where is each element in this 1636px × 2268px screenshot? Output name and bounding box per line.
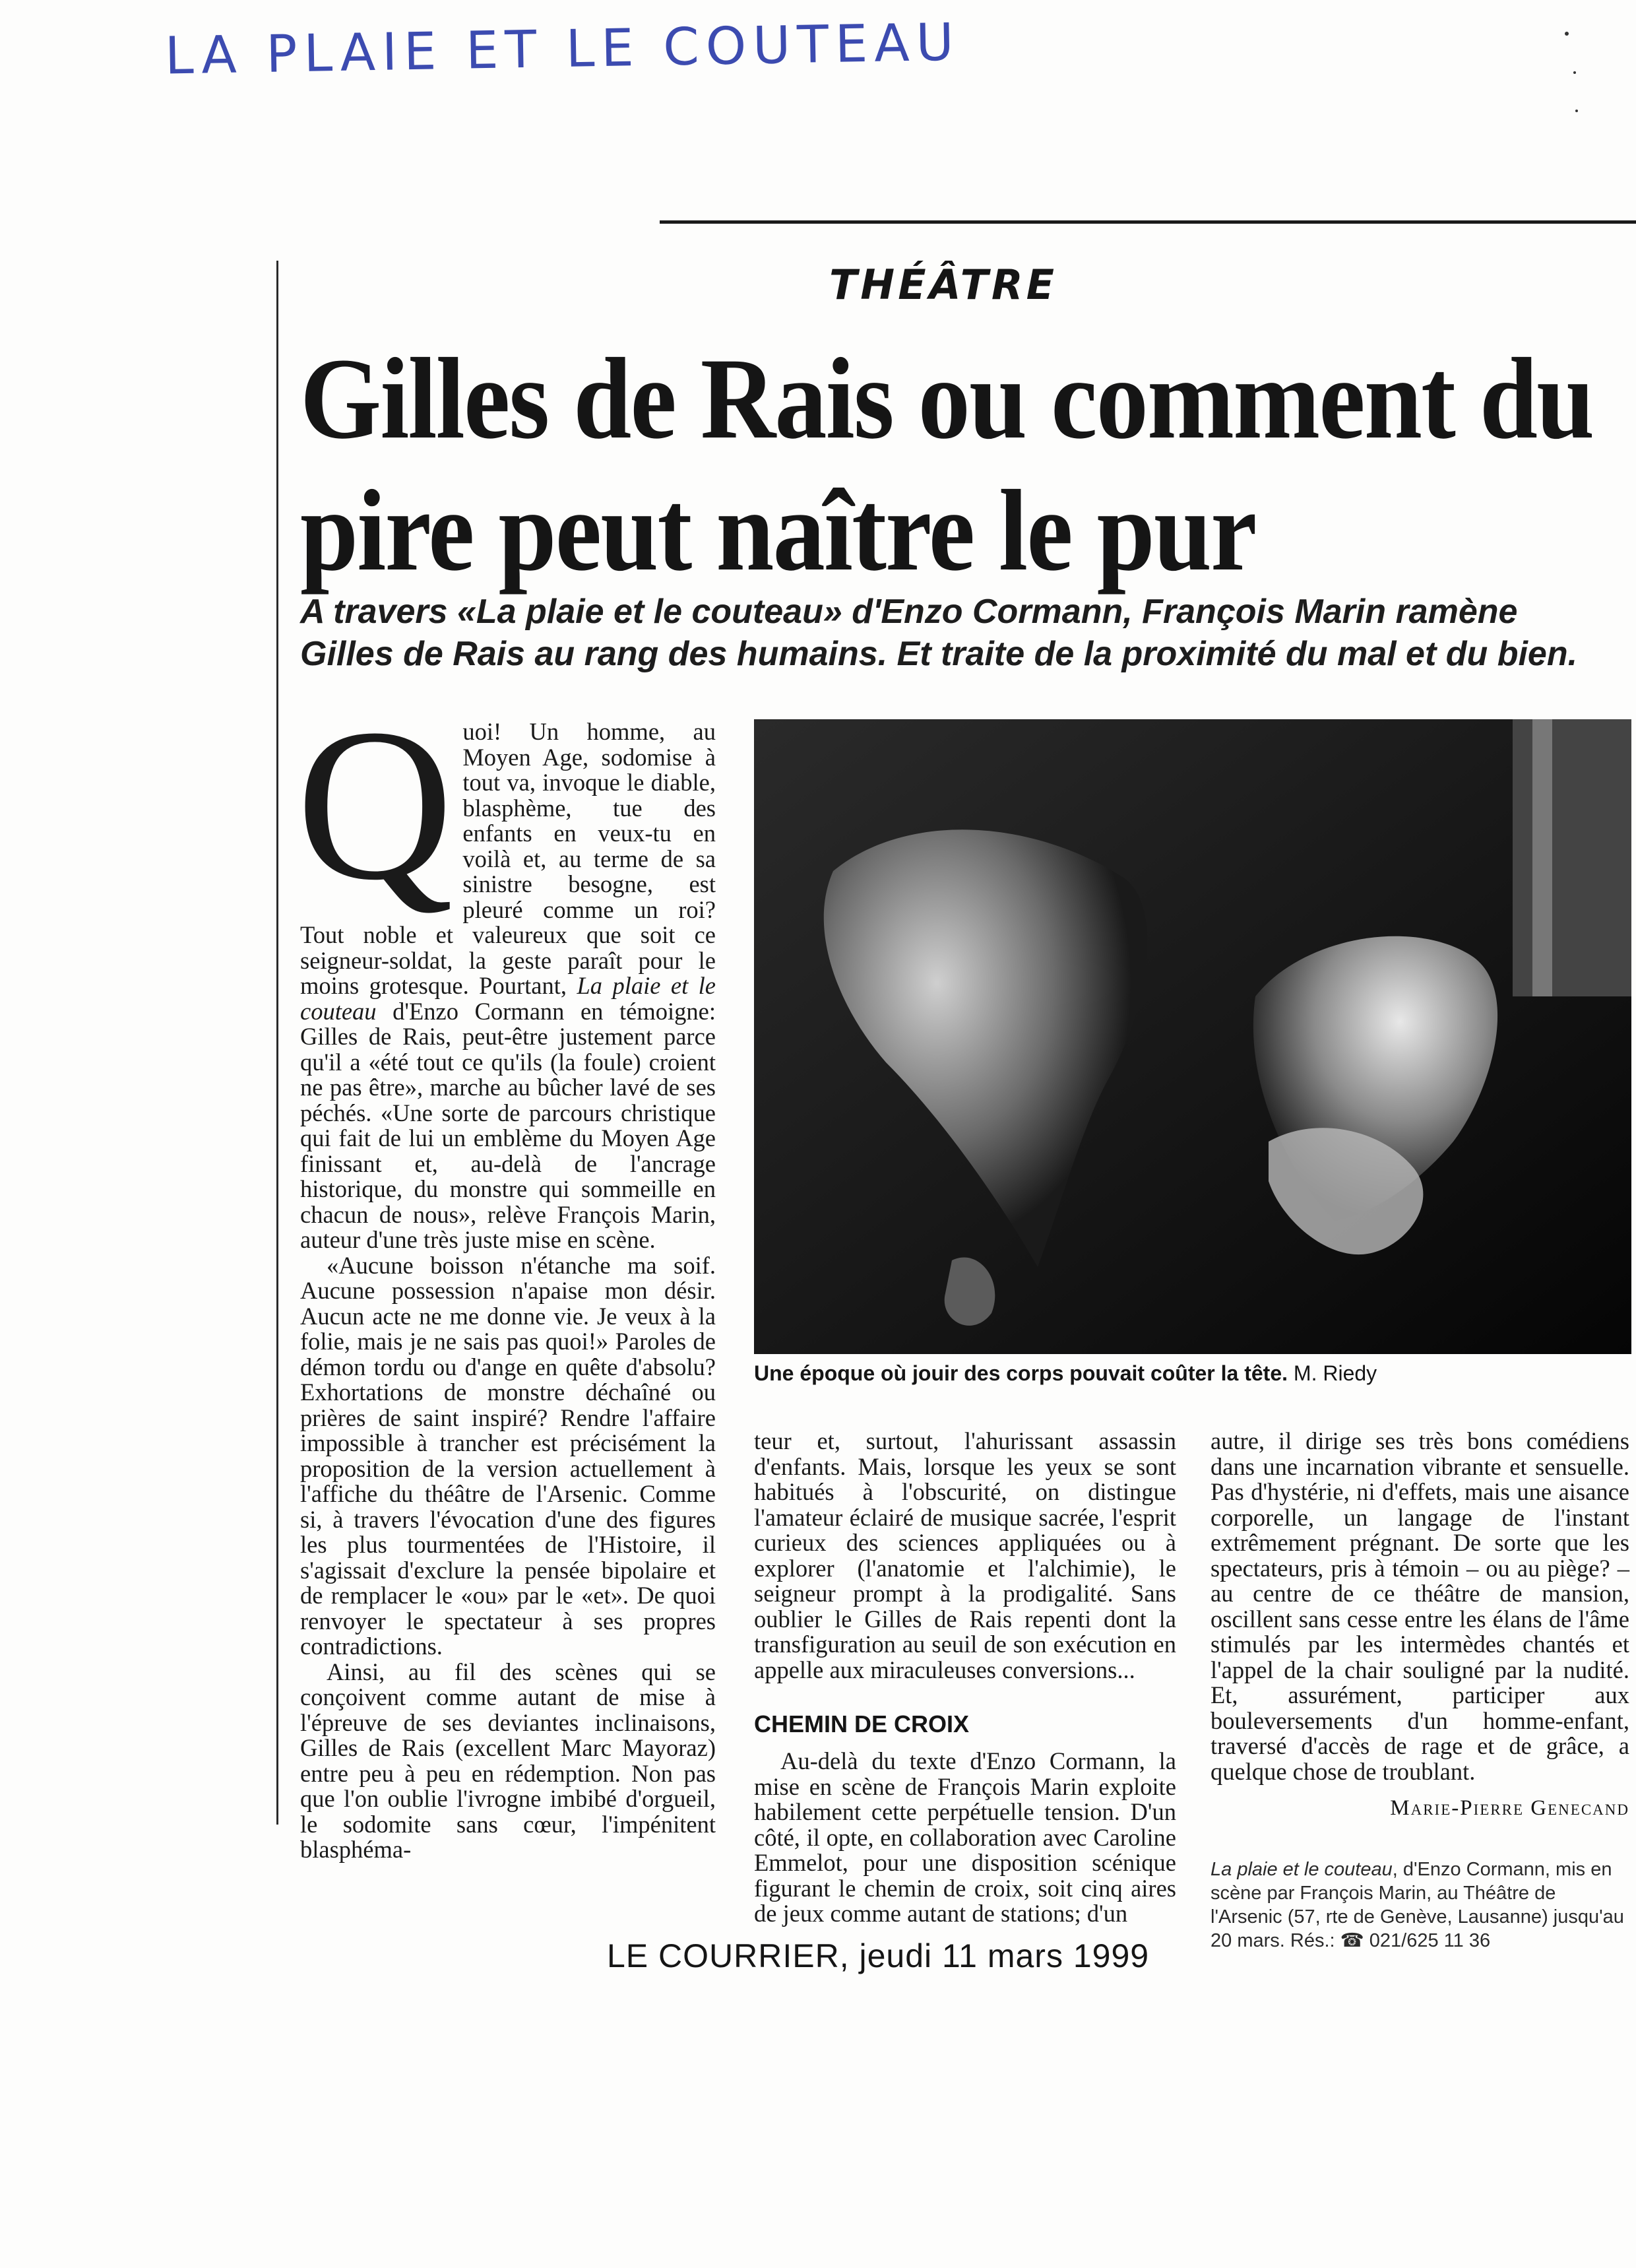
paragraph bbox=[296, 684, 716, 1253]
section-rubric: THÉÂTRE bbox=[829, 261, 1057, 309]
headline-line-2: pire peut naître le pur bbox=[300, 467, 1256, 595]
article-column-3 bbox=[1211, 1429, 1629, 1784]
section-subhead: CHEMIN DE CROIX bbox=[754, 1710, 970, 1737]
article-photo bbox=[754, 719, 1631, 1354]
credits-title: La plaie et le couteau bbox=[1211, 1859, 1393, 1880]
paragraph-text: uoi! Un homme, au Moyen Age, sodomise à tout va, invoque le diable, blasphème, tue des enfants en veux-tu en voilà et, au terme de sa sinistre besogne, est pleuré comme un roi? Tout noble et valeureux que soit ce seigneur-soldat, la geste paraît pour le moins grotesque. Pourtant, bbox=[300, 718, 716, 999]
article-column-2-continued bbox=[754, 1749, 1176, 1927]
scan-speck bbox=[1575, 110, 1578, 112]
drop-cap: Q bbox=[296, 684, 454, 925]
work-title: La plaie et le couteau bbox=[300, 972, 716, 1025]
headline-line-1: Gilles de Rais ou comment du bbox=[300, 335, 1594, 463]
credits-text: , d'Enzo Cormann, mis en scène par François Marin, au Théâtre de l'Arsenic (57, rte de Genève, Lausanne) jusqu'au 20 mars. Rés.: ☎ 021/625 11 36 bbox=[1211, 1859, 1624, 1951]
paragraph: autre, il dirige ses très bons comédiens dans une incarnation vibrante et sensuelle. Pas d'hystérie, ni d'effets, mais une aisance corporelle, un langage de l'instant extrêmement prégnant. De sorte que les spectateurs, pris à témoin – ou au piège? – au centre de ce théâtre de mansion, oscillent sans cesse entre les élans de l'âme stimulés par les intermèdes chantés et l'appel de la chair souligné par la nudité. Et, assurément, participer aux bouleversements d'un homme-enfant, traversé d'accès de rage et de grâce, a quelque chose de troublant. bbox=[1211, 1427, 1629, 1785]
photo-credit: M. Riedy bbox=[1293, 1361, 1377, 1385]
standfirst bbox=[300, 591, 1620, 675]
handwritten-title-note: LA PLAIE ET LE COUTEAU bbox=[164, 13, 961, 86]
top-rule bbox=[660, 220, 1636, 224]
left-rule bbox=[276, 261, 278, 1825]
paragraph: Ainsi, au fil des scènes qui se conçoivent comme autant de mise à l'épreuve de ses deviantes inclinaisons, Gilles de Rais (excellent Marc Mayoraz) entre peu à peu en rédemption. Non pas que l'on oublie l'ivrogne imbibé d'orgueil, le sodomite sans cœur, l'impénitent blasphéma- bbox=[300, 1658, 716, 1863]
publication-footer: LE COURRIER, jeudi 11 mars 1999 bbox=[607, 1937, 1150, 1974]
paragraph: Au-delà du texte d'Enzo Cormann, la mise en scène de François Marin exploite habilement cette perpétuelle tension. D'un côté, il opte, en collaboration avec Caroline Emmelot, pour une disposition scénique figurant le chemin de croix, soit cinq aires de jeux comme autant de stations; d'un bbox=[754, 1747, 1176, 1927]
headline bbox=[300, 333, 1606, 597]
scan-speck bbox=[1573, 71, 1576, 74]
show-credits bbox=[1211, 1858, 1633, 1953]
standfirst-line-2: Gilles de Rais au rang des humains. Et traite de la proximité du mal et du bien. bbox=[300, 635, 1578, 673]
paragraph: «Aucune boisson n'étanche ma soif. Aucune possession n'apaise mon désir. Aucun acte ne me donne vie. Je veux à la folie, mais je ne sais pas quoi!» Paroles de démon tordu ou d'ange en quête d'absolu? Exhortations de monstre déchaîné ou prières de saint inspiré? Rendre l'affaire impossible à trancher est précisément la proposition de la version actuellement à l'affiche du théâtre de l'Arsenic. Comme si, à travers l'évocation d'une des figures les plus tourmentées de l'Histoire, il s'agissait d'exclure la pensée bipolaire et de remplacer le «ou» par le «et». De quoi renvoyer le spectateur à ses propres contradictions. bbox=[300, 1251, 716, 1660]
paragraph-text: d'Enzo Cormann en témoigne: Gilles de Rais, peut-être justement parce qu'il a «été tout ce qu'ils (la foule) croient ne pas être», marche au bûcher lavé de ses péchés. «Une sorte de parcours christique qui fait de lui un emblème du Moyen Age finissant et, au-delà de l'ancrage historique, du monstre qui sommeille en chacun de nous», relève François Marin, auteur d'une très juste mise en scène. bbox=[300, 997, 716, 1253]
photo-image bbox=[754, 719, 1631, 1354]
scan-speck bbox=[1565, 32, 1569, 36]
standfirst-line-1: A travers «La plaie et le couteau» d'Enzo Cormann, François Marin ramène bbox=[300, 593, 1518, 631]
author-signature: Marie-Pierre Genecand bbox=[1390, 1796, 1629, 1820]
caption-text: Une époque où jouir des corps pouvait coûter la tête. bbox=[754, 1361, 1288, 1385]
article-column-2 bbox=[754, 1429, 1176, 1683]
article-column-1 bbox=[296, 684, 716, 1863]
paragraph: teur et, surtout, l'ahurissant assassin d'enfants. Mais, lorsque les yeux se sont habitués à l'obscurité, on distingue l'amateur éclairé de musique sacrée, l'esprit curieux des sciences appliquées ou à explorer (l'anatomie et l'alchimie), le seigneur prompt à la prodigalité. Sans oublier le Gilles de Rais repenti dont la transfiguration au seuil de son exécution en appelle aux miraculeuses conversions... bbox=[754, 1427, 1176, 1683]
photo-caption bbox=[754, 1361, 1631, 1386]
